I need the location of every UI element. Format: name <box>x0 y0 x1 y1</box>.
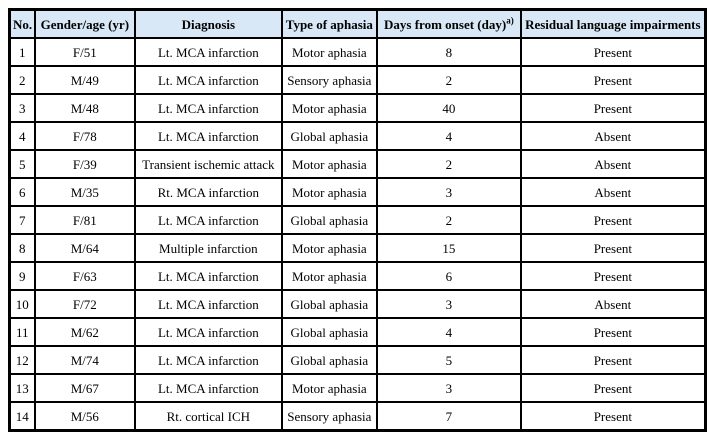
cell-gender-age: F/72 <box>35 290 135 318</box>
cell-days-from-onset: 2 <box>377 150 521 178</box>
col-header-type-of-aphasia: Type of aphasia <box>282 10 377 39</box>
cell-gender-age: M/64 <box>35 234 135 262</box>
cell-no: 7 <box>10 206 35 234</box>
table-row <box>10 346 706 374</box>
cell-no: 5 <box>10 150 35 178</box>
cell-days-from-onset: 7 <box>377 402 521 431</box>
cell-type-of-aphasia: Motor aphasia <box>282 38 377 66</box>
table-row <box>10 206 706 234</box>
cell-diagnosis: Lt. MCA infarction <box>135 66 282 94</box>
cell-days-from-onset: 3 <box>377 374 521 402</box>
cell-gender-age: M/62 <box>35 318 135 346</box>
cell-diagnosis: Lt. MCA infarction <box>135 122 282 150</box>
table-row <box>10 402 706 431</box>
cell-gender-age: M/35 <box>35 178 135 206</box>
table-row <box>10 234 706 262</box>
table-body <box>10 38 706 431</box>
cell-days-from-onset: 8 <box>377 38 521 66</box>
cell-no: 6 <box>10 178 35 206</box>
cell-no: 14 <box>10 402 35 431</box>
col-header-days-from-onset <box>377 10 521 39</box>
cell-gender-age: F/39 <box>35 150 135 178</box>
days-header-text: Days from onset (day) <box>384 16 507 32</box>
cell-no: 8 <box>10 234 35 262</box>
col-header-residual-impairments: Residual language impairments <box>521 10 706 39</box>
cell-no: 9 <box>10 262 35 290</box>
cell-type-of-aphasia: Motor aphasia <box>282 94 377 122</box>
cell-residual-impairments: Present <box>521 374 706 402</box>
cell-days-from-onset: 4 <box>377 122 521 150</box>
cell-residual-impairments: Present <box>521 38 706 66</box>
cell-residual-impairments: Present <box>521 346 706 374</box>
cell-type-of-aphasia: Global aphasia <box>282 290 377 318</box>
table-row <box>10 178 706 206</box>
cell-diagnosis: Lt. MCA infarction <box>135 318 282 346</box>
cell-gender-age: F/51 <box>35 38 135 66</box>
col-header-no: No. <box>10 10 35 39</box>
cell-diagnosis: Lt. MCA infarction <box>135 262 282 290</box>
cell-diagnosis: Lt. MCA infarction <box>135 374 282 402</box>
cell-days-from-onset: 15 <box>377 234 521 262</box>
cell-type-of-aphasia: Motor aphasia <box>282 178 377 206</box>
cell-diagnosis: Lt. MCA infarction <box>135 346 282 374</box>
cell-residual-impairments: Present <box>521 66 706 94</box>
cell-no: 11 <box>10 318 35 346</box>
cell-gender-age: M/67 <box>35 374 135 402</box>
table-row <box>10 122 706 150</box>
table-row <box>10 262 706 290</box>
cell-gender-age: M/48 <box>35 94 135 122</box>
cell-diagnosis: Lt. MCA infarction <box>135 94 282 122</box>
cell-type-of-aphasia: Global aphasia <box>282 318 377 346</box>
cell-type-of-aphasia: Motor aphasia <box>282 262 377 290</box>
cell-no: 2 <box>10 66 35 94</box>
cell-residual-impairments: Absent <box>521 178 706 206</box>
col-header-gender-age: Gender/age (yr) <box>35 10 135 39</box>
cell-days-from-onset: 5 <box>377 346 521 374</box>
cell-type-of-aphasia: Motor aphasia <box>282 374 377 402</box>
cell-no: 12 <box>10 346 35 374</box>
cell-diagnosis: Lt. MCA infarction <box>135 290 282 318</box>
cell-diagnosis: Lt. MCA infarction <box>135 38 282 66</box>
footnote-marker: a) <box>506 15 514 26</box>
cell-no: 13 <box>10 374 35 402</box>
cell-no: 1 <box>10 38 35 66</box>
cell-no: 4 <box>10 122 35 150</box>
table-row <box>10 374 706 402</box>
table-row <box>10 94 706 122</box>
cell-type-of-aphasia: Motor aphasia <box>282 150 377 178</box>
cell-days-from-onset: 3 <box>377 290 521 318</box>
cell-gender-age: M/49 <box>35 66 135 94</box>
cell-residual-impairments: Absent <box>521 122 706 150</box>
cell-gender-age: M/56 <box>35 402 135 431</box>
cell-type-of-aphasia: Global aphasia <box>282 346 377 374</box>
cell-residual-impairments: Present <box>521 234 706 262</box>
cell-residual-impairments: Absent <box>521 150 706 178</box>
cell-diagnosis: Lt. MCA infarction <box>135 206 282 234</box>
header-row <box>10 10 706 39</box>
cell-diagnosis: Rt. cortical ICH <box>135 402 282 431</box>
cell-no: 10 <box>10 290 35 318</box>
cell-gender-age: M/74 <box>35 346 135 374</box>
cell-days-from-onset: 6 <box>377 262 521 290</box>
cell-gender-age: F/63 <box>35 262 135 290</box>
cell-residual-impairments: Present <box>521 318 706 346</box>
table-header <box>10 10 706 39</box>
cell-days-from-onset: 3 <box>377 178 521 206</box>
cell-type-of-aphasia: Motor aphasia <box>282 234 377 262</box>
cell-diagnosis: Rt. MCA infarction <box>135 178 282 206</box>
cell-type-of-aphasia: Global aphasia <box>282 122 377 150</box>
table-row <box>10 38 706 66</box>
table-row <box>10 150 706 178</box>
table-row <box>10 66 706 94</box>
cell-no: 3 <box>10 94 35 122</box>
cell-type-of-aphasia: Sensory aphasia <box>282 66 377 94</box>
cell-diagnosis: Multiple infarction <box>135 234 282 262</box>
cell-residual-impairments: Absent <box>521 290 706 318</box>
col-header-diagnosis: Diagnosis <box>135 10 282 39</box>
cell-residual-impairments: Present <box>521 402 706 431</box>
cell-gender-age: F/81 <box>35 206 135 234</box>
cell-type-of-aphasia: Sensory aphasia <box>282 402 377 431</box>
cell-residual-impairments: Present <box>521 262 706 290</box>
table-row <box>10 318 706 346</box>
cell-days-from-onset: 2 <box>377 206 521 234</box>
cell-days-from-onset: 4 <box>377 318 521 346</box>
table-row <box>10 290 706 318</box>
cell-gender-age: F/78 <box>35 122 135 150</box>
cell-days-from-onset: 40 <box>377 94 521 122</box>
patients-table <box>8 8 707 432</box>
cell-residual-impairments: Present <box>521 94 706 122</box>
cell-type-of-aphasia: Global aphasia <box>282 206 377 234</box>
cell-residual-impairments: Present <box>521 206 706 234</box>
cell-days-from-onset: 2 <box>377 66 521 94</box>
cell-diagnosis: Transient ischemic attack <box>135 150 282 178</box>
